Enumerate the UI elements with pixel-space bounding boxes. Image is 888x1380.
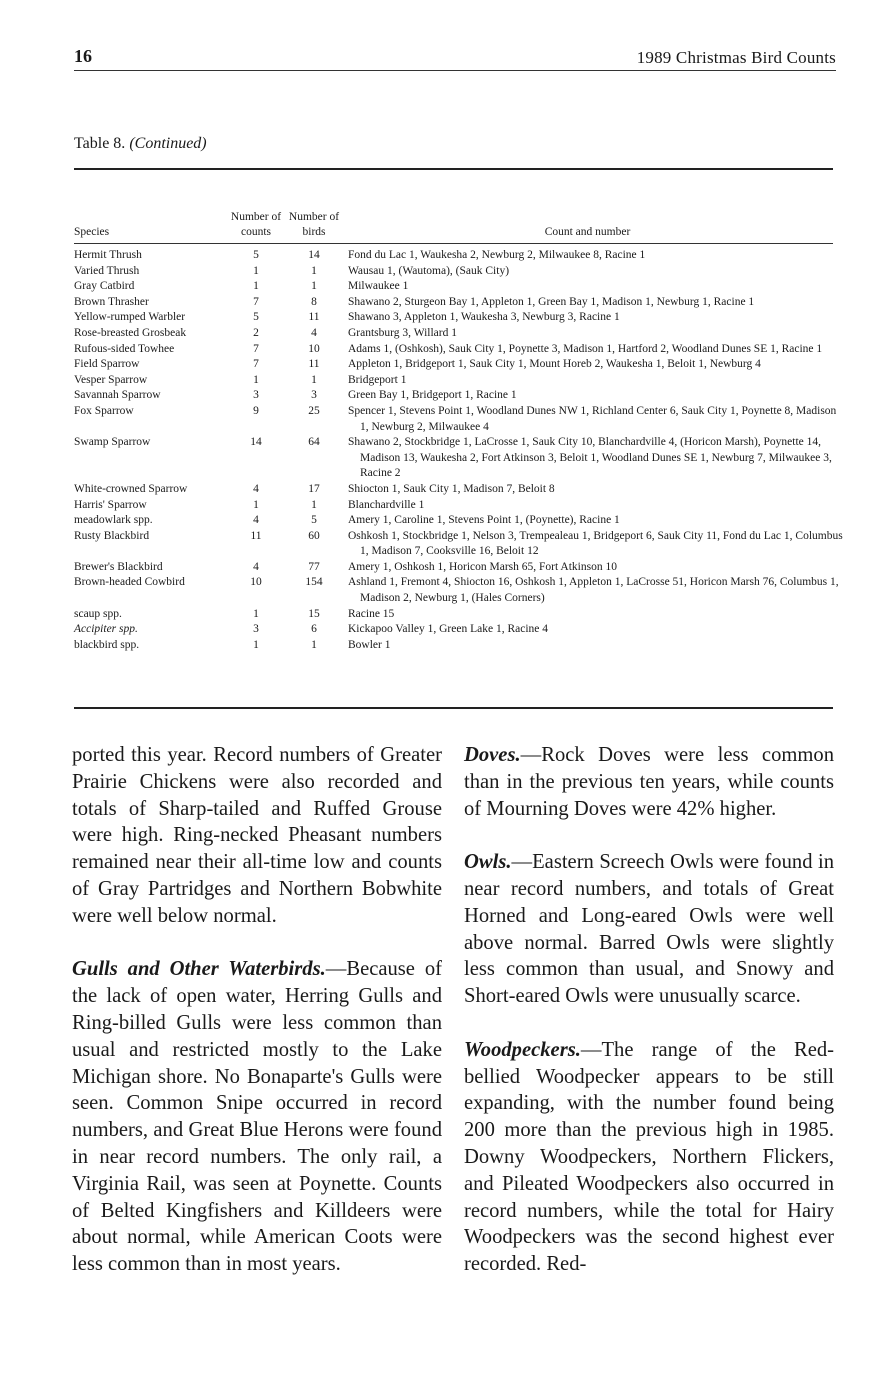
species-cell: Fox Sparrow [74,404,134,417]
counts-cell: 1 [253,607,259,620]
count-and-number-cell: Appleton 1, Bridgeport 1, Sauk City 1, Mount Horeb 2, Waukesha 1, Beloit 1, Newburg 4 [348,358,761,371]
species-cell: Yellow-rumped Warbler [74,311,186,324]
table-row [74,575,839,606]
count-and-number-cell: Kickapoo Valley 1, Green Lake 1, Racine 4 [348,623,549,636]
table-row [74,404,837,435]
birds-cell: 1 [311,373,317,386]
table-bottom-rule [74,707,833,709]
count-and-number-cell: Blanchardville 1 [348,498,425,511]
table-row [74,498,833,514]
column-header-count-and-number: Count and number [544,226,631,238]
counts-cell: 3 [253,623,259,636]
birds-cell: 1 [311,498,317,511]
table-row [74,622,833,638]
table-row [74,373,833,389]
page-number: 16 [74,46,92,66]
paragraph-text: ported this year. Record numbers of Greater Prairie Chickens were also recorded and totals of Sharp-tailed and Ruffed Grouse were high. Ring-necked Pheasant numbers remained near their all-time low and counts of Gray Partridges and Northern Bobwhite were well below normal. [72,744,442,927]
table-row [74,326,833,342]
count-and-number-cell: Fond du Lac 1, Waukesha 2, Newburg 2, Milwaukee 8, Racine 1 [348,249,646,261]
table-row [74,310,833,326]
birds-cell: 60 [308,529,320,542]
column-header-counts: Number of counts [230,211,282,238]
count-and-number-cell: Shiocton 1, Sauk City 1, Madison 7, Beloit 8 [348,482,555,495]
species-cell: White-crowned Sparrow [74,482,188,495]
count-and-number-cell: Bowler 1 [348,638,391,651]
species-cell: scaup spp. [74,607,122,620]
table-row [74,638,833,654]
table-row [74,513,833,529]
counts-cell: 9 [253,404,259,417]
species-cell: Savannah Sparrow [74,389,161,402]
table-row [74,482,833,498]
table-row [74,264,833,280]
count-and-number-cell: Wausau 1, (Wautoma), (Sauk City) [348,264,510,277]
counts-cell: 1 [253,264,259,277]
text-column-left [72,742,442,1278]
birds-cell: 1 [311,638,317,651]
paragraph [464,849,834,1010]
counts-cell: 1 [253,498,259,511]
birds-cell: 3 [311,389,317,402]
species-cell: Field Sparrow [74,358,140,371]
counts-cell: 10 [250,576,262,589]
table-row [74,529,843,560]
counts-cell: 1 [253,638,259,651]
table-row [74,607,833,623]
birds-cell: 8 [311,295,317,308]
count-and-number-cell: Shawano 2, Sturgeon Bay 1, Appleton 1, Green Bay 1, Madison 1, Newburg 1, Racine 1 [348,295,755,308]
birds-cell: 11 [308,358,320,371]
table-header [74,190,833,240]
paragraph-text: —The range of the Red-bellied Woodpecker appears to be still expanding, with the number found being 200 more than the previous high in 1985. Downy Woodpeckers, Northern Flickers, and Pileated Woodpeckers also occurred in record numbers, while the total for Hairy Woodpeckers was the second highest ever recorded. Red- [464,1038,834,1276]
paragraph-text: —Rock Doves were less common than in the previous ten years, while counts of Mourning Doves were 42% higher. [464,744,834,820]
counts-cell: 7 [253,358,259,371]
table-caption-note: (Continued) [129,135,207,152]
birds-cell: 1 [311,280,317,293]
table-row [74,279,833,295]
counts-cell: 5 [253,249,259,261]
section-heading-doves: Doves. [464,744,521,766]
count-and-number-cell: Green Bay 1, Bridgeport 1, Racine 1 [348,389,517,402]
counts-cell: 1 [253,280,259,293]
birds-cell: 17 [308,482,320,495]
birds-cell: 4 [311,326,317,339]
birds-cell: 1 [311,264,317,277]
table-row [74,295,833,311]
column-header-species: Species [74,226,110,238]
table-row [74,435,833,482]
species-cell: Varied Thrush [74,264,140,277]
paragraph [72,956,442,1278]
counts-cell: 7 [253,342,259,355]
count-and-number-cell: Bridgeport 1 [348,373,407,386]
species-cell: Brown Thrasher [74,295,149,308]
table-body [74,248,843,653]
text-column-right [464,742,834,1278]
table-caption [74,135,207,153]
table-row [74,357,833,373]
counts-cell: 7 [253,295,259,308]
birds-cell: 15 [308,607,320,620]
count-and-number-cell: Amery 1, Caroline 1, Stevens Point 1, (Poynette), Racine 1 [348,514,620,527]
section-heading-gulls: Gulls and Other Waterbirds. [72,958,326,981]
birds-cell: 25 [308,404,320,417]
species-cell: Gray Catbird [74,280,135,293]
count-and-number-cell: Ashland 1, Fremont 4, Shiocton 16, Oshkosh 1, Appleton 1, LaCrosse 51, Horicon Marsh 76, Columbus 1, Madison 2, Newburg 1, (Hales Corners) [348,576,839,605]
species-cell: Swamp Sparrow [74,436,151,449]
species-cell: blackbird spp. [74,638,140,651]
birds-cell: 64 [308,436,320,449]
counts-cell: 4 [253,560,259,573]
species-cell: Hermit Thrush [74,249,142,261]
table-row [74,248,833,264]
table-row [74,388,833,404]
counts-cell: 5 [253,311,259,324]
counts-cell: 4 [253,514,259,527]
paragraph-text: —Because of the lack of open water, Herring Gulls and Ring-billed Gulls were less common than usual and restricted mostly to the Lake Michigan shore. No Bonaparte's Gulls were seen. Common Snipe occurred in record numbers, and Great Blue Herons were found in near record numbers. The only rail, a Virginia Rail, was seen at Poynette. Counts of Belted Kingfishers and Killdeers were about normal, while American Coots were less common than in most years. [72,958,442,1276]
counts-cell: 2 [253,326,259,339]
birds-cell: 154 [305,576,323,589]
counts-cell: 3 [253,389,259,402]
counts-cell: 4 [253,482,259,495]
count-and-number-cell: Spencer 1, Stevens Point 1, Woodland Dunes NW 1, Richland Center 6, Sauk City 1, Poynette 8, Madison 1, Newburg 2, Milwaukee 4 [348,404,837,433]
species-cell: Brewer's Blackbird [74,560,163,573]
species-cell: Rose-breasted Grosbeak [74,326,187,339]
count-and-number-cell: Adams 1, (Oshkosh), Sauk City 1, Poynette 3, Madison 1, Hartford 2, Woodland Dunes SE 1, Racine 1 [348,342,823,355]
column-header-birds: Number of birds [288,211,340,238]
birds-cell: 10 [308,342,320,355]
species-cell: Rusty Blackbird [74,529,150,542]
count-and-number-cell: Shawano 2, Stockbridge 1, LaCrosse 1, Sauk City 10, Blanchardville 4, (Horicon Marsh), Poynette 14, Madison 13, Waukesha 2, Fort Atkinson 3, Beloit 1, Woodland Dunes SE 1, Newburg 7, Milwaukee 3, Racine 2 [348,436,832,480]
table-header-rule [74,243,833,244]
page-header [74,46,836,71]
counts-cell: 14 [250,436,262,449]
table-caption-label: Table 8. [74,135,126,152]
species-cell: Harris' Sparrow [74,498,147,511]
species-cell: Accipiter spp. [74,623,138,636]
species-cell: Vesper Sparrow [74,373,148,386]
table-row [74,342,833,358]
count-and-number-cell: Milwaukee 1 [348,280,409,293]
counts-cell: 11 [250,529,262,542]
paragraph-text: —Eastern Screech Owls were found in near record numbers, and totals of Great Horned and Long-eared Owls were well above normal. Barred Owls were slightly less common than usual, and Snowy and Short-eared Owls were unusually scarce. [464,851,834,1008]
paragraph [464,742,834,822]
section-heading-owls: Owls. [464,851,512,874]
count-and-number-cell: Amery 1, Oshkosh 1, Horicon Marsh 65, Fort Atkinson 10 [348,560,617,573]
species-cell: Brown-headed Cowbird [74,576,185,589]
birds-cell: 11 [308,311,320,324]
species-cell: meadowlark spp. [74,514,153,527]
paragraph [464,1037,834,1278]
counts-cell: 1 [253,373,259,386]
paragraph [72,742,442,930]
table-top-rule [74,168,833,170]
birds-cell: 14 [308,249,320,261]
section-heading-woodpeckers: Woodpeckers. [464,1038,581,1061]
species-cell: Rufous-sided Towhee [74,342,175,355]
count-and-number-cell: Racine 15 [348,607,395,620]
count-and-number-cell: Grantsburg 3, Willard 1 [348,326,457,339]
birds-cell: 5 [311,514,317,527]
count-and-number-cell: Oshkosh 1, Stockbridge 1, Nelson 3, Trempealeau 1, Bridgeport 6, Sauk City 11, Fond du Lac 1, Columbus 1, Madison 7, Cooksville 16, Beloit 12 [348,529,843,558]
running-title: 1989 Christmas Bird Counts [636,48,836,67]
count-and-number-cell: Shawano 3, Appleton 1, Waukesha 3, Newburg 3, Racine 1 [348,311,620,324]
birds-cell: 6 [311,623,317,636]
table-row [74,560,833,576]
birds-cell: 77 [308,560,320,573]
